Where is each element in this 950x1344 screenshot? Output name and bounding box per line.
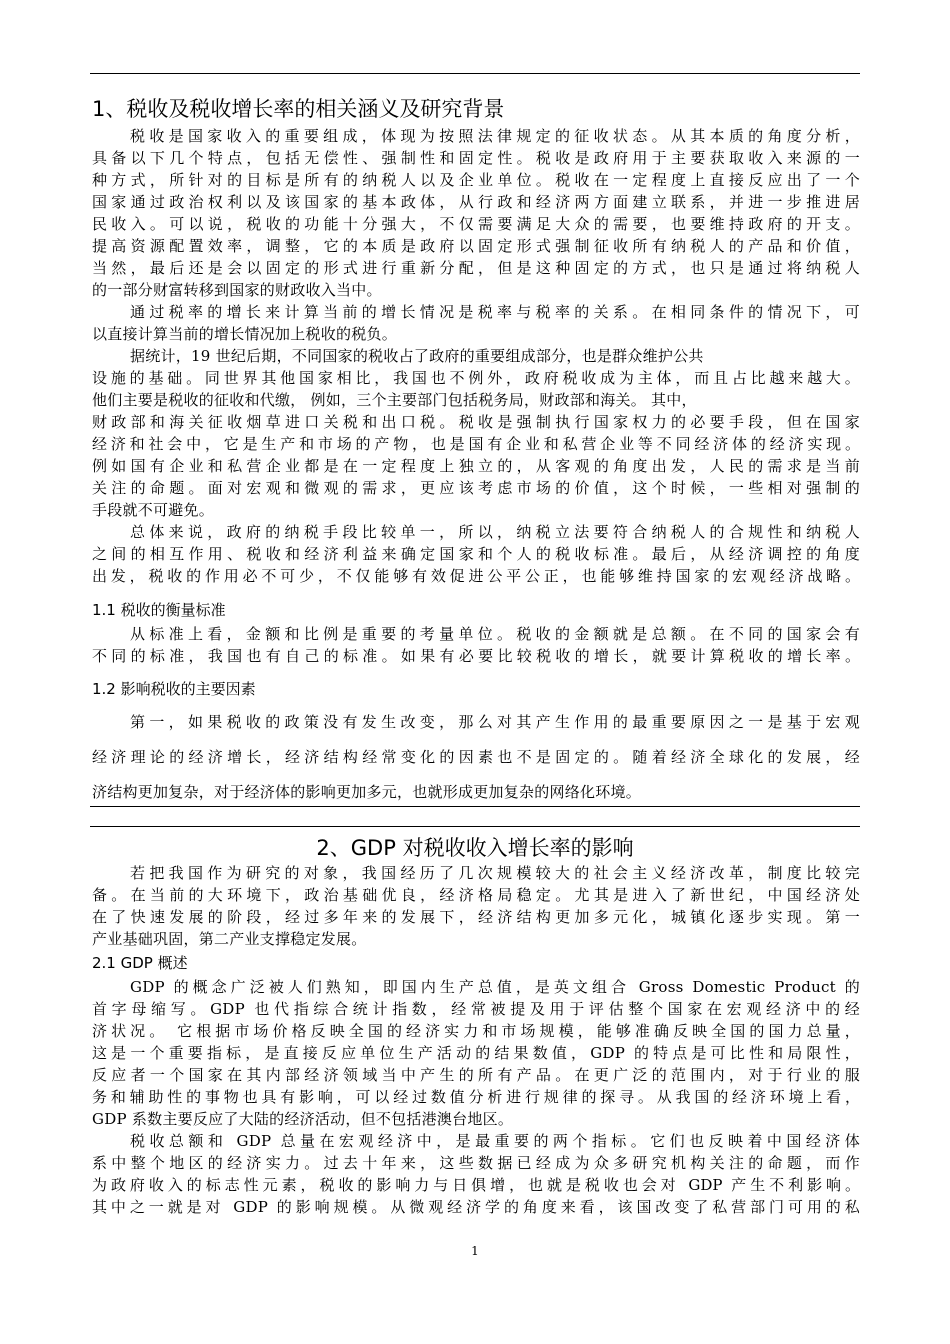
section-1-paragraph-3 bbox=[92, 345, 860, 521]
text-line: 在了快速发展的阶段，经过多年来的发展下，经济结构更加多元化，城镇化逐步实现。第一 bbox=[92, 908, 860, 926]
text-line: 关注的命题。面对宏观和微观的需求，更应该考虑市场的价值，这个时候，一些相对强制的 bbox=[92, 479, 860, 497]
text-line: 的一部分财富转移到国家的财政收入当中。 bbox=[92, 281, 382, 299]
text-line: 设施的基础。同世界其他国家相比，我国也不例外，政府税收成为主体，而且占比越来越大。 bbox=[92, 369, 860, 387]
text-line: 以直接计算当前的增长情况加上税收的税负。 bbox=[92, 325, 398, 343]
top-rule bbox=[90, 73, 860, 74]
text-line: 财政部和海关征收烟草进口关税和出口税。税收是强制执行国家权力的必要手段，但在国家 bbox=[92, 413, 860, 431]
text-line: 从标准上看，金额和比例是重要的考量单位。税收的金额就是总额。在不同的国家会有 bbox=[130, 625, 860, 643]
text-line: 第一，如果税收的政策没有发生改变，那么对其产生作用的最重要原因之一是基于宏观 bbox=[130, 713, 860, 731]
text-line: GDP 的概念广泛被人们熟知，即国内生产总值，是英文组合 Gross Domestic Product 的 bbox=[130, 978, 860, 996]
text-line: 总体来说，政府的纳税手段比较单一，所以，纳税立法要符合纳税人的合规性和纳税人 bbox=[130, 523, 860, 541]
section-2-heading: 2、GDP 对税收收入增长率的影响 bbox=[316, 836, 634, 860]
text-line: 国家通过政治权利以及该国家的基本政体，从行政和经济两方面建立联系，并进一步推进居 bbox=[92, 193, 860, 211]
section-1-paragraph-2 bbox=[92, 301, 860, 345]
text-line: 济结构更加复杂，对于经济体的影响更加多元，也就形成更加复杂的网络化环境。 bbox=[92, 783, 642, 801]
section-1-paragraph-4 bbox=[92, 521, 860, 587]
subsection-1-2-paragraph bbox=[92, 705, 860, 810]
text-line: 手段就不可避免。 bbox=[92, 501, 215, 519]
text-line: 务和辅助性的事物也具有影响，可以经过数值分析进行规律的探寻。从我国的经济环境上看， bbox=[92, 1088, 860, 1106]
section-1-paragraph-1 bbox=[92, 125, 860, 301]
text-line: 之间的相互作用、税收和经济利益来确定国家和个人的税收标准。最后，从经济调控的角度 bbox=[92, 545, 860, 563]
text-line: 这是一个重要指标，是直接反应单位生产活动的结果数值，GDP 的特点是可比性和局限性， bbox=[92, 1044, 860, 1062]
subsection-2-1-heading: 2.1 GDP 概述 bbox=[92, 954, 188, 972]
text-line: 反应者一个国家在其内部经济领域当中产生的所有产品。在更广泛的范围内，对于行业的服 bbox=[92, 1066, 860, 1084]
text-line: GDP 系数主要反应了大陆的经济活动，但不包括港澳台地区。 bbox=[92, 1110, 514, 1128]
text-line: 提高资源配置效率，调整，它的本质是政府以固定形式强制征收所有纳税人的产品和价值， bbox=[92, 237, 860, 255]
text-line: 种方式，所针对的目标是所有的纳税人以及企业单位。税收在一定程度上直接反应出了一个 bbox=[92, 171, 860, 189]
text-line: 经济和社会中，它是生产和市场的产物，也是国有企业和私营企业等不同经济体的经济实现。 bbox=[92, 435, 860, 453]
text-line: 不同的标准，我国也有自己的标准。如果有必要比较税收的增长，就要计算税收的增长率。 bbox=[92, 647, 860, 665]
text-line: 若把我国作为研究的对象，我国经历了几次规模较大的社会主义经济改革，制度比较完 bbox=[130, 864, 860, 882]
text-line: 他们主要是税收的征收和代缴， 例如，三个主要部门包括税务局，财政部和海关。 其中， bbox=[92, 391, 697, 409]
text-line: 民收入。可以说，税收的功能十分强大，不仅需要满足大众的需要，也要维持政府的开支。 bbox=[92, 215, 860, 233]
text-line: 税收是国家收入的重要组成，体现为按照法律规定的征收状态。从其本质的角度分析， bbox=[130, 127, 860, 145]
text-line: 产业基础巩固，第二产业支撑稳定发展。 bbox=[92, 930, 367, 948]
text-line: 其中之一就是对 GDP 的影响规模。从微观经济学的角度来看，该国改变了私营部门可用的私 bbox=[92, 1198, 860, 1216]
subsection-1-1-heading: 1.1 税收的衡量标准 bbox=[92, 601, 226, 619]
subsection-1-1-paragraph bbox=[92, 623, 860, 667]
text-line: 经济理论的经济增长，经济结构经常变化的因素也不是固定的。随着经济全球化的发展，经 bbox=[92, 748, 860, 766]
subsection-2-1-paragraph-2 bbox=[92, 1130, 860, 1218]
text-line: 据统计，19 世纪后期，不同国家的税收占了政府的重要组成部分，也是群众维护公共 bbox=[130, 347, 704, 365]
section-1-heading: 1、税收及税收增长率的相关涵义及研究背景 bbox=[92, 97, 505, 121]
text-line: 济状况。 它根据市场价格反映全国的经济实力和市场规模，能够准确反映全国的国力总量， bbox=[92, 1022, 860, 1040]
text-line: 具备以下几个特点，包括无偿性、强制性和固定性。税收是政府用于主要获取收入来源的一 bbox=[92, 149, 860, 167]
text-line: 备。在当前的大环境下，政治基础优良，经济格局稳定。尤其是进入了新世纪，中国经济处 bbox=[92, 886, 860, 904]
text-line: 系中整个地区的经济实力。过去十年来，这些数据已经成为众多研究机构关注的命题，而作 bbox=[92, 1154, 860, 1172]
page-number: 1 bbox=[471, 1244, 479, 1258]
subsection-1-2-heading: 1.2 影响税收的主要因素 bbox=[92, 680, 256, 698]
text-line: 为政府收入的标志性元素，税收的影响力与日俱增，也就是税收也会对 GDP 产生不利影响。 bbox=[92, 1176, 860, 1194]
text-line: 税收总额和 GDP 总量在宏观经济中，是最重要的两个指标。它们也反映着中国经济体 bbox=[130, 1132, 860, 1150]
section-2-intro bbox=[92, 862, 860, 950]
text-line: 首字母缩写。GDP 也代指综合统计指数，经常被提及用于评估整个国家在宏观经济中的经 bbox=[92, 1000, 860, 1018]
text-line: 出发，税收的作用必不可少，不仅能够有效促进公平公正，也能够维持国家的宏观经济战略。 bbox=[92, 567, 860, 585]
text-line: 当然，最后还是会以固定的形式进行重新分配，但是这种固定的方式，也只是通过将纳税人 bbox=[92, 259, 860, 277]
divider-rule bbox=[90, 826, 860, 827]
text-line: 例如国有企业和私营企业都是在一定程度上独立的，从客观的角度出发，人民的需求是当前 bbox=[92, 457, 860, 475]
divider-rule bbox=[90, 806, 860, 807]
text-line: 通过税率的增长来计算当前的增长情况是税率与税率的关系。在相同条件的情况下，可 bbox=[130, 303, 860, 321]
subsection-2-1-paragraph-1 bbox=[92, 976, 860, 1130]
